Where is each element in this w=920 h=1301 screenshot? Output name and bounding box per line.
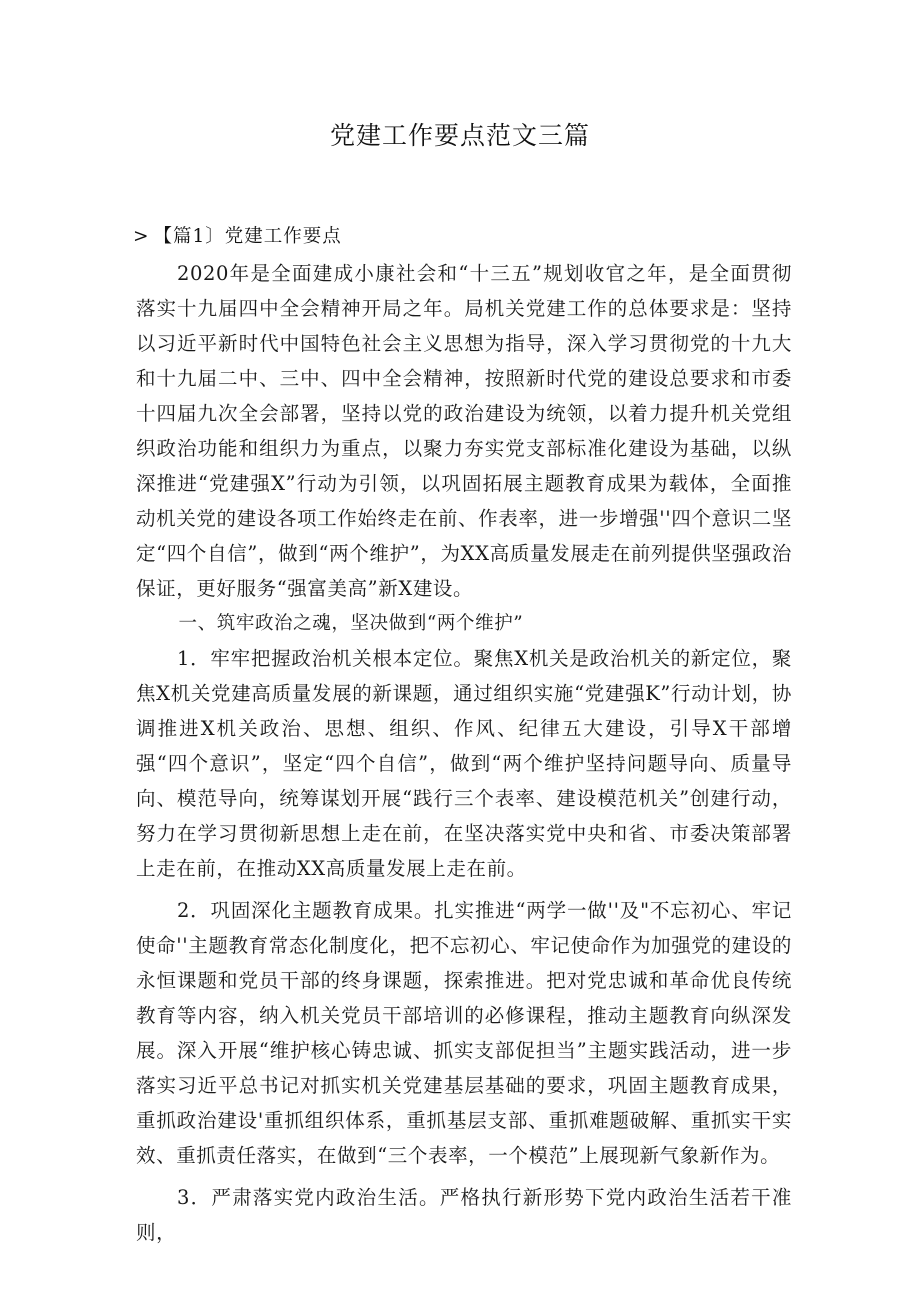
section-heading-label: 【篇1〕党建工作要点 — [153, 226, 342, 247]
intro-paragraph: 2020年是全面建成小康社会和“十三五”规划收官之年，是全面贯彻落实十九届四中全会精神开局之年。局机关党建工作的总体要求是：坚持以习近平新时代中国特色社会主义思想为指导，深入学习贯彻党的十九大和十九届二中、三中、四中全会精神，按照新时代党的建设总要求和市委十四届九次全会部署，坚持以党的政治建设为统领，以着力提升机关党组织政治功能和组织力为重点，以聚力夯实党支部标准化建设为基础，以纵深推进“党建强X”行动为引领，以巩固拓展主题教育成果为载体，全面推动机关党的建设各项工作始终走在前、作表率，进一步增强''四个意识二坚定“四个自信”，做到“两个维护”，为XX高质量发展走在前列提供坚强政治保证，更好服务“强富美高”新X建设。 — [136, 262, 792, 600]
subsection-heading: 一、筑牢政治之魂，坚决做到“两个维护” — [178, 613, 524, 634]
item-paragraph-1: 1．牢牢把握政治机关根本定位。聚焦X机关是政治机关的新定位，聚焦X机关党建高质量发展的新课题，通过组织实施“党建强K”行动计划，协调推进X机关政治、思想、组织、作风、纪律五大建设，引导X干部增强“四个意识”，坚定“四个自信”，做到“两个维护坚持问题导向、质量导向、模范导向，统筹谋划开展“践行三个表率、建设模范机关”创建行动，努力在学习贯彻新思想上走在前，在坚决落实党中央和省、市委决策部署上走在前，在推动XX高质量发展上走在前。 — [136, 647, 792, 880]
section-heading — [133, 222, 342, 248]
document-title: 党建工作要点范文三篇 — [329, 121, 590, 150]
arrow-icon: > — [133, 226, 150, 247]
item-paragraph-2: 2．巩固深化主题教育成果。扎实推进“两学一做''及"不忘初心、牢记使命''主题教育常态化制度化，把不忘初心、牢记使命作为加强党的建设的永恒课题和党员干部的终身课题，探索推进。把对党忠诚和革命优良传统教育等内容，纳入机关党员干部培训的必修课程，推动主题教育向纵深发展。深入开展“维护核心铸忠诚、抓实支部促担当”主题实践活动，进一步落实习近平总书记对抓实机关党建基层基础的要求，巩固主题教育成果，重抓政治建设'重抓组织体系，重抓基层支部、重抓难题破解、重抓实干实效、重抓责任落实，在做到“三个表率，一个模范”上展现新气象新作为。 — [136, 899, 792, 1167]
item-paragraph-3: 3．严肃落实党内政治生活。严格执行新形势下党内政治生活若干准则， — [136, 1186, 792, 1244]
document-body — [136, 256, 792, 1250]
